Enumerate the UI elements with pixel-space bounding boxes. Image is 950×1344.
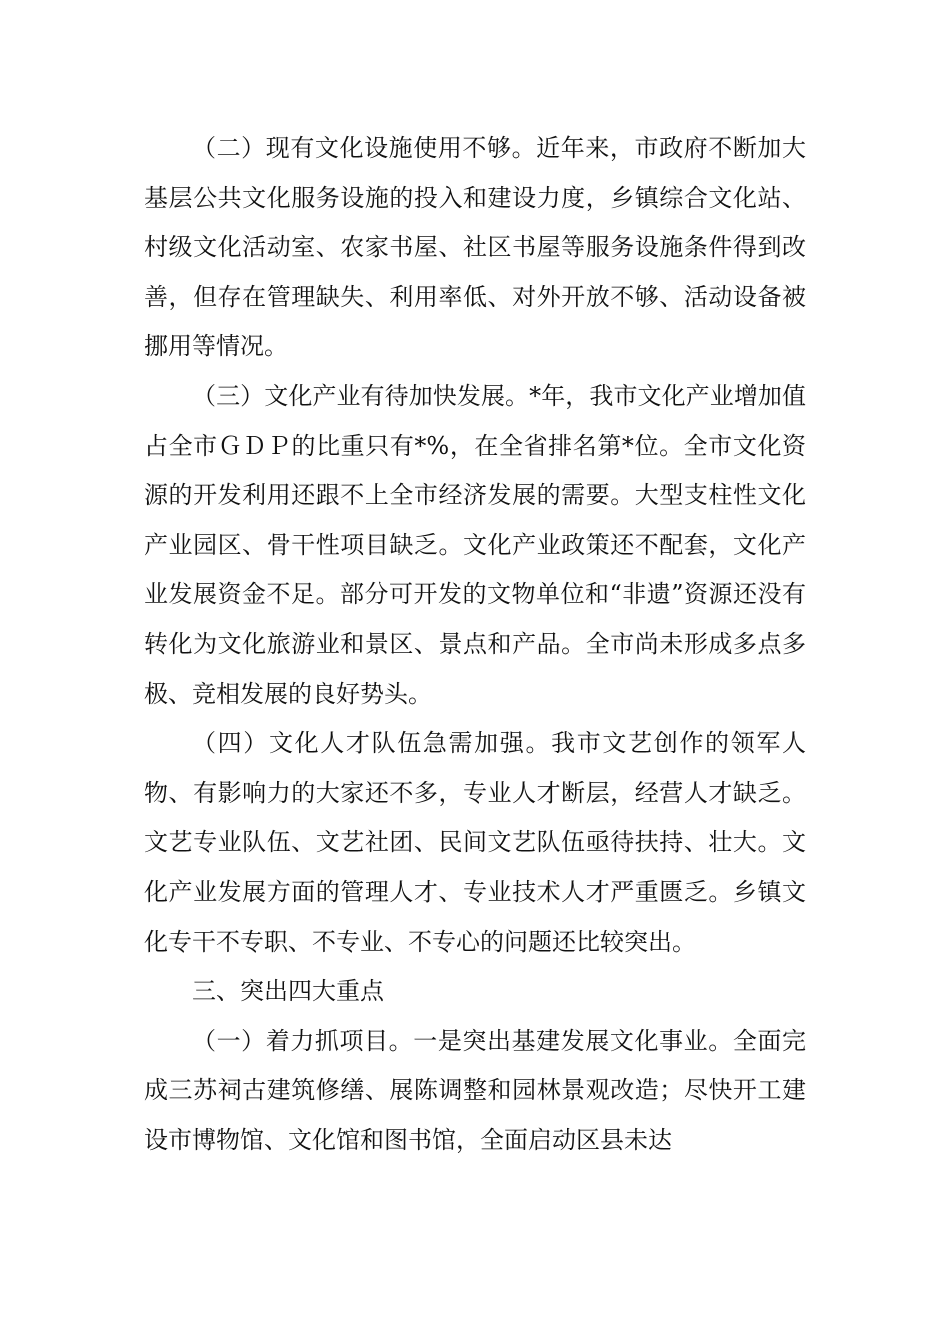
paragraph-talent: （四）文化人才队伍急需加强。我市文艺创作的领军人物、有影响力的大家还不多，专业人才断层，经营人才缺乏。文艺专业队伍、文艺社团、民间文艺队伍亟待扶持、壮大。文化产业发展方面的管理人才、专业技术人才严重匮乏。乡镇文化专干不专职、不专业、不专心的问题还比较突出。 bbox=[144, 729, 806, 956]
document-body bbox=[144, 124, 806, 1165]
paragraph-facilities: （二）现有文化设施使用不够。近年来，市政府不断加大基层公共文化服务设施的投入和建设力度，乡镇综合文化站、村级文化活动室、农家书屋、社区书屋等服务设施条件得到改善，但存在管理缺失、利用率低、对外开放不够、活动设备被挪用等情况。 bbox=[144, 134, 806, 361]
section-heading: 三、突出四大重点 bbox=[192, 977, 384, 1006]
paragraph-industry: （三）文化产业有待加快发展。*年，我市文化产业增加值占全市ＧＤＰ的比重只有*%，在全省排名第*位。全市文化资源的开发利用还跟不上全市经济发展的需要。大型支柱性文化产业园区、骨干性项目缺乏。文化产业政策还不配套，文化产业发展资金不足。部分可开发的文物单位和“非遗”资源还没有转化为文化旅游业和景区、景点和产品。全市尚未形成多点多极、竞相发展的良好势头。 bbox=[144, 381, 806, 708]
paragraph-projects: （一）着力抓项目。一是突出基建发展文化事业。全面完成三苏祠古建筑修缮、展陈调整和园林景观改造；尽快开工建设市博物馆、文化馆和图书馆，全面启动区县未达 bbox=[144, 1026, 806, 1154]
